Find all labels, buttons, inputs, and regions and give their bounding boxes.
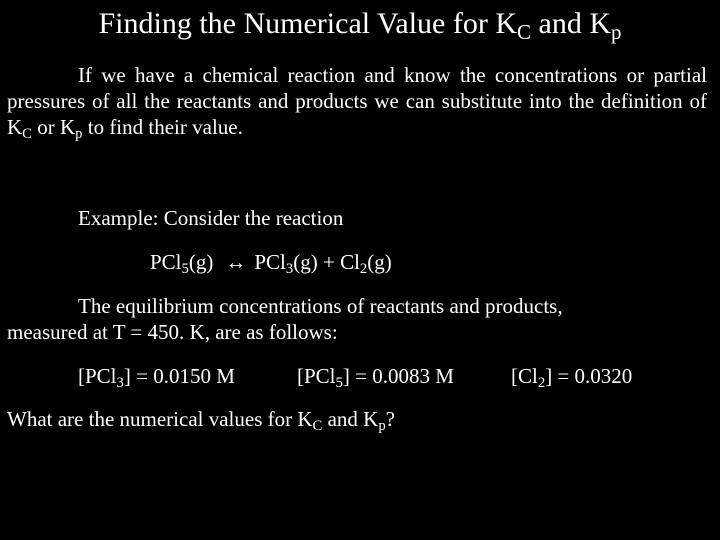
product-1-state: (g) + Cl [293,250,360,274]
concentration-pcl3 [78,363,235,392]
title-text-1: Finding the Numerical Value for K [98,7,518,40]
title-subscript-p: p [611,19,622,44]
example-label: Example: Consider the reaction [78,206,344,230]
product-2-subscript: 2 [359,261,368,278]
equilibrium-paragraph [7,293,647,345]
intro-text-1: If we have a chemical reaction and know the concentrations or partial pressures of all the reactants and products we can substitute into the definition of K [7,63,707,139]
conc-cl2-pre: [Cl [511,364,538,388]
intro-text-2: or K [31,115,76,139]
reactant-subscript: 5 [181,261,189,278]
product-1-subscript: 3 [285,261,294,278]
question-text-1: What are the numerical values for K [7,407,313,431]
question-text [7,406,395,435]
intro-paragraph [7,62,707,143]
slide-title [0,6,720,42]
product-1-formula: PCl [254,250,286,274]
conc-pcl5-sub: 5 [335,375,343,392]
conc-cl2-sub: 2 [537,375,546,392]
concentration-cl2 [511,363,633,392]
title-text-2: and K [531,7,612,40]
conc-pcl5-value: ] = 0.0083 M [342,364,454,388]
conc-pcl3-pre: [PCl [78,364,117,388]
reactant-formula: PCl [150,250,182,274]
question-text-3: ? [385,407,395,431]
conc-cl2-value: ] = 0.0320 [545,364,633,388]
reaction-equation [150,249,392,278]
reactant-state: (g) [188,250,214,274]
intro-subscript-c: C [22,126,32,143]
conc-pcl3-sub: 3 [116,375,124,392]
conc-pcl5-pre: [PCl [297,364,336,388]
equilibrium-text: The equilibrium concentrations of reactants and products, measured at T = 450. K, are as follows: [7,294,563,344]
question-text-2: and K [322,407,379,431]
concentration-pcl5 [297,363,454,392]
title-subscript-c: C [517,19,532,44]
conc-pcl3-value: ] = 0.0150 M [123,364,235,388]
product-2-state: (g) [367,250,392,274]
intro-text-3: to find their value. [82,115,243,139]
equilibrium-arrow-icon: ↔ [225,250,247,274]
question-subscript-p: p [378,418,386,435]
intro-subscript-p: p [75,126,83,143]
question-subscript-c: C [312,418,323,435]
